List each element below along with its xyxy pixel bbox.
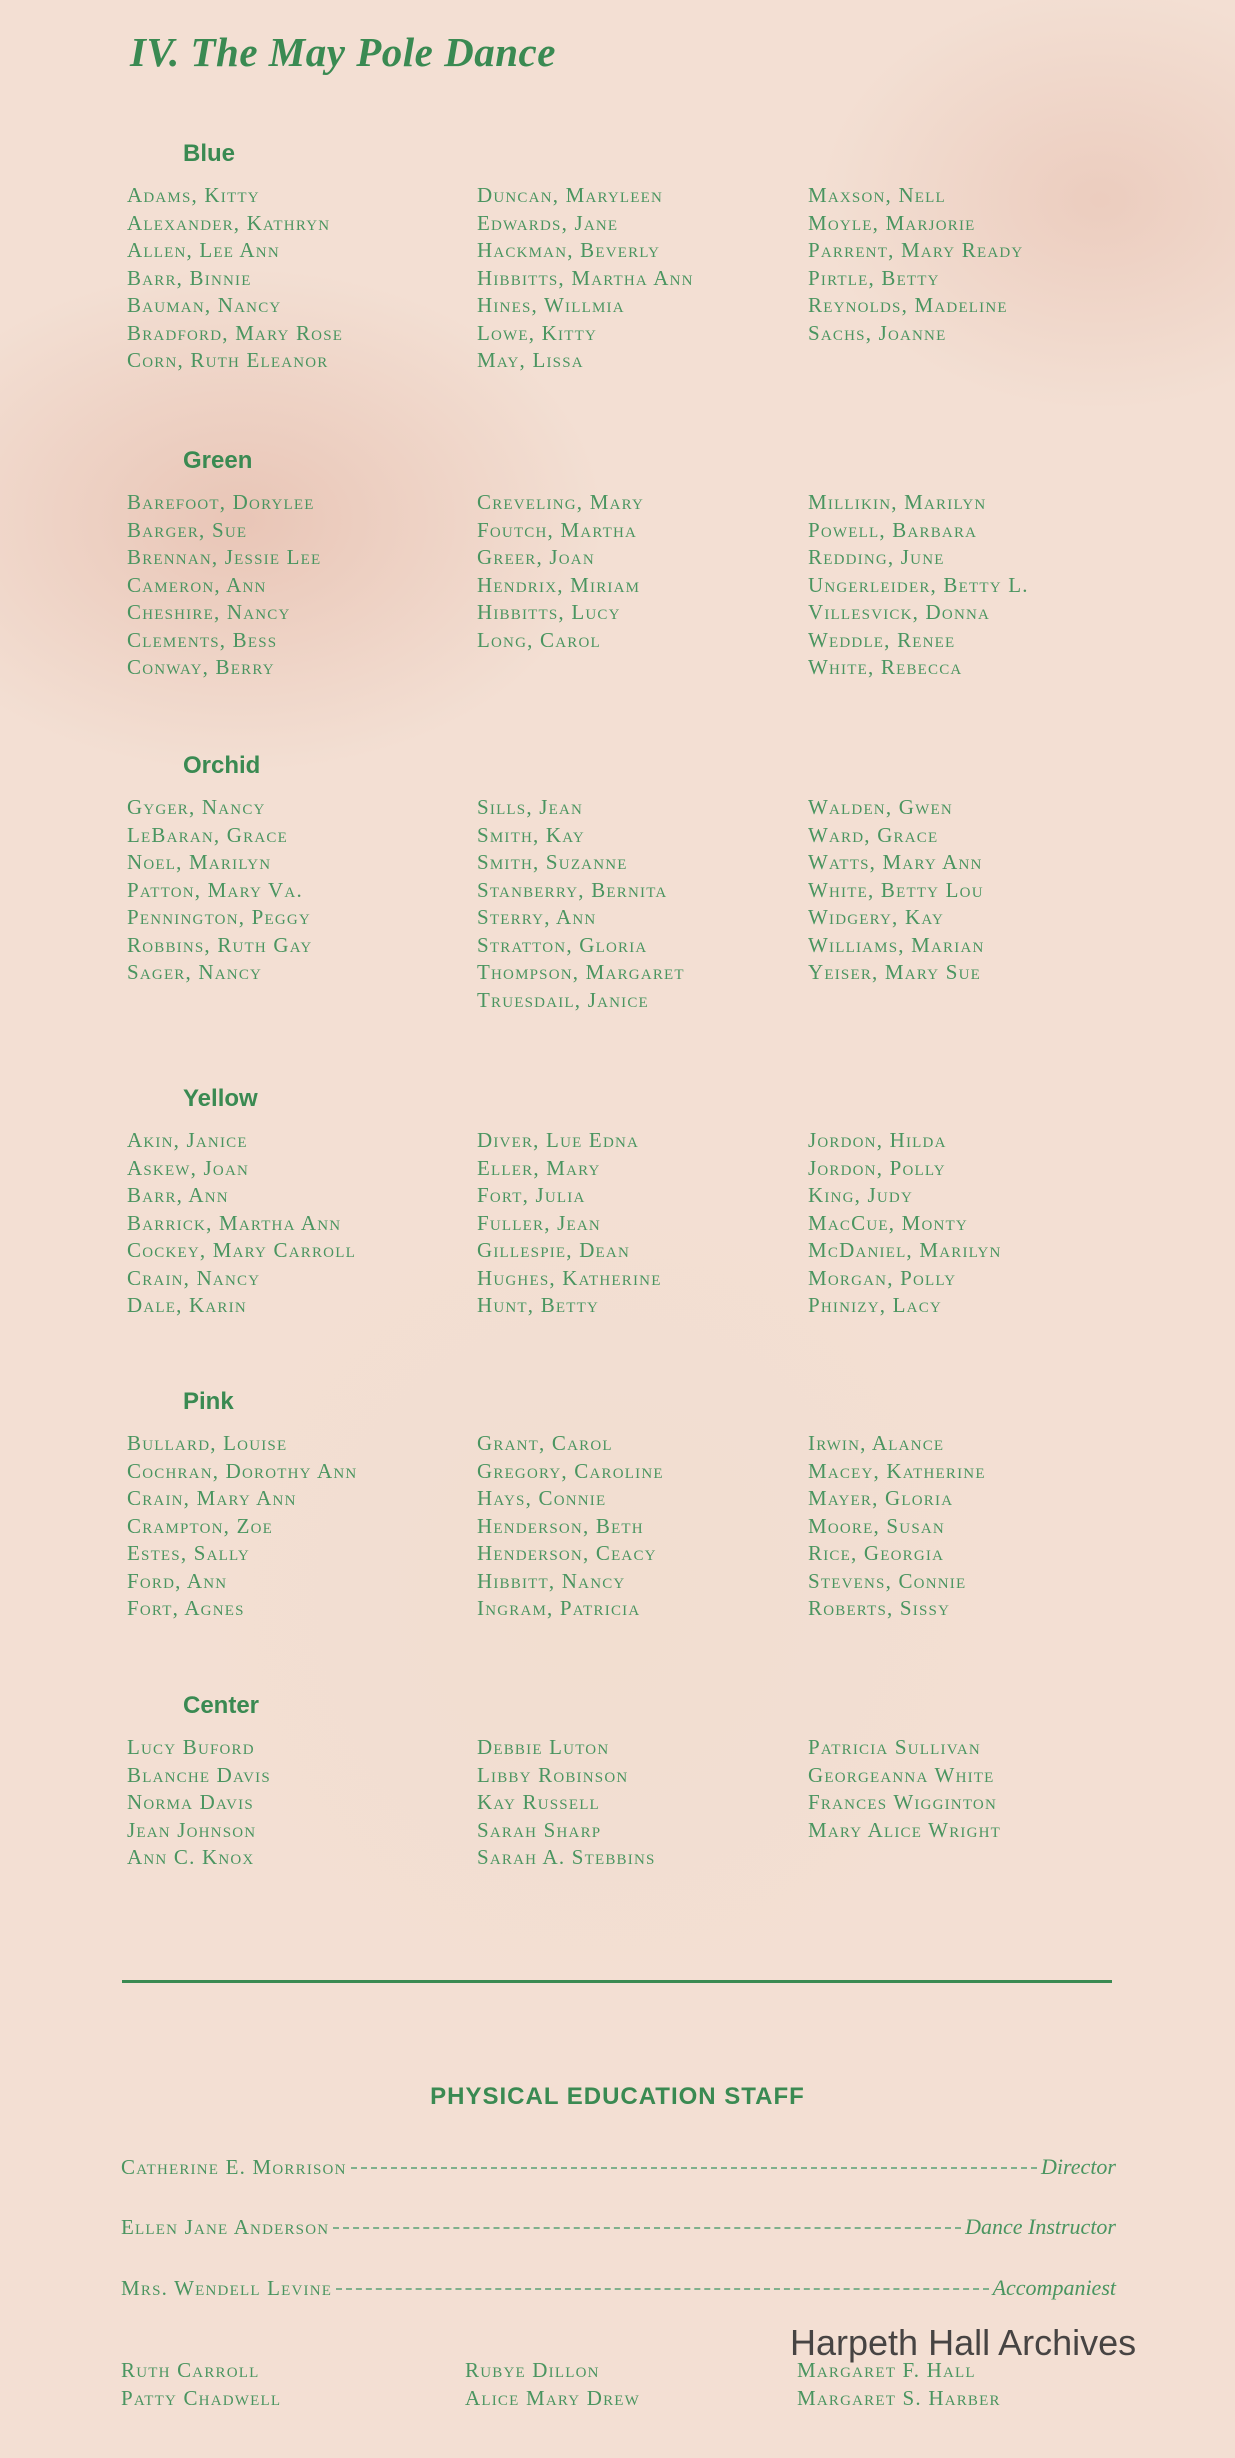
dancer-name: Villesvick, Donna	[808, 600, 991, 624]
dancer-name: Ford, Ann	[127, 1568, 228, 1593]
dancer-name: Grant, Carol	[477, 1431, 613, 1455]
dancer-name: Crampton, Zoe	[127, 1513, 274, 1538]
dancer-name: Cochran, Dorothy Ann	[127, 1458, 358, 1483]
dancer-name: Hibbitts, Martha Ann	[477, 265, 694, 290]
staff-assistant: Patty Chadwell	[121, 2385, 282, 2410]
staff-assistant-column	[465, 2357, 640, 2412]
staff-assistant: Margaret F. Hall	[797, 2358, 976, 2382]
dancer-name: MacCue, Monty	[808, 1210, 968, 1235]
dancer-name: Jordon, Hilda	[808, 1128, 947, 1152]
staff-row-accompanist	[121, 2275, 1116, 2307]
dancer-name: Blanche Davis	[127, 1762, 271, 1787]
dancer-name: Hibbitts, Lucy	[477, 600, 621, 624]
dancer-name: Pirtle, Betty	[808, 265, 940, 290]
name-column	[127, 794, 312, 987]
dancer-name: Thompson, Margaret	[477, 960, 685, 984]
staff-row-dance-instructor	[121, 2214, 1116, 2246]
name-column	[127, 1734, 271, 1872]
dancer-name: Cockey, Mary Carroll	[127, 1238, 356, 1262]
dancer-name: Hendrix, Miriam	[477, 572, 641, 597]
dancer-name: Bullard, Louise	[127, 1431, 288, 1455]
dancer-name: Moyle, Marjorie	[808, 210, 976, 235]
dancer-name: Barr, Ann	[127, 1183, 229, 1207]
dancer-name: Alexander, Kathryn	[127, 210, 331, 235]
name-column	[127, 1430, 357, 1623]
staff-assistant: Alice Mary Drew	[465, 2385, 640, 2410]
dancer-name: Hibbitt, Nancy	[477, 1568, 626, 1593]
dancer-name: Henderson, Ceacy	[477, 1541, 657, 1565]
dancer-name: Sterry, Ann	[477, 905, 597, 929]
dancer-name: Reynolds, Madeline	[808, 293, 1008, 317]
name-column	[808, 182, 1023, 347]
section-divider	[122, 1980, 1112, 1983]
dancer-name: Redding, June	[808, 545, 945, 569]
dancer-name: Fort, Agnes	[127, 1596, 245, 1620]
name-column	[477, 182, 694, 375]
dancer-name: Bauman, Nancy	[127, 293, 282, 317]
section-heading: Center	[183, 1692, 260, 1719]
dancer-name: Dale, Karin	[127, 1293, 247, 1317]
dancer-name: Mary Alice Wright	[808, 1817, 1002, 1842]
name-column	[808, 1430, 986, 1623]
dancer-name: Frances Wigginton	[808, 1790, 997, 1814]
dancer-name: Ann C. Knox	[127, 1845, 255, 1869]
dancer-name: Yeiser, Mary Sue	[808, 960, 981, 984]
archive-watermark: Harpeth Hall Archives	[790, 2322, 1137, 2363]
dancer-name: Foutch, Martha	[477, 517, 638, 542]
staff-name: Ellen Jane Anderson	[121, 2215, 330, 2239]
dancer-name: Adams, Kitty	[127, 183, 260, 207]
dancer-name: Ward, Grace	[808, 822, 939, 847]
staff-row-director	[121, 2154, 1116, 2186]
dancer-name: Smith, Suzanne	[477, 850, 628, 874]
dancer-name: Clements, Bess	[127, 627, 278, 652]
dancer-name: Williams, Marian	[808, 932, 985, 957]
name-column	[808, 1127, 1002, 1320]
dancer-name: Smith, Kay	[477, 822, 585, 847]
name-column	[477, 1127, 662, 1320]
dancer-name: Allen, Lee Ann	[127, 238, 280, 262]
dancer-name: Mayer, Gloria	[808, 1486, 954, 1510]
dancer-name: Hunt, Betty	[477, 1293, 600, 1317]
dancer-name: Fort, Julia	[477, 1183, 586, 1207]
dancer-name: Akin, Janice	[127, 1128, 248, 1152]
name-column	[808, 1734, 1001, 1844]
dancer-name: Crain, Nancy	[127, 1265, 261, 1290]
leader-dots	[333, 2227, 961, 2229]
dancer-name: McDaniel, Marilyn	[808, 1238, 1002, 1262]
section-heading: Blue	[183, 140, 236, 167]
dancer-name: Sills, Jean	[477, 795, 584, 819]
dancer-name: Widgery, Kay	[808, 905, 945, 929]
dancer-name: Gyger, Nancy	[127, 795, 266, 819]
dancer-name: Sachs, Joanne	[808, 320, 947, 345]
dancer-name: Gillespie, Dean	[477, 1238, 630, 1262]
program-title: IV. The May Pole Dance	[130, 29, 556, 75]
staff-role: Director	[1041, 2154, 1116, 2179]
dancer-name: Robbins, Ruth Gay	[127, 932, 313, 957]
staff-assistant: Rubye Dillon	[465, 2358, 600, 2382]
dancer-name: Georgeanna White	[808, 1762, 995, 1787]
dancer-name: Diver, Lue Edna	[477, 1128, 640, 1152]
dancer-name: Hackman, Beverly	[477, 238, 661, 262]
dancer-name: Irwin, Alance	[808, 1431, 945, 1455]
dancer-name: Stanberry, Bernita	[477, 877, 668, 902]
dancer-name: Hines, Willmia	[477, 293, 625, 317]
dancer-name: Jean Johnson	[127, 1817, 257, 1842]
name-column	[127, 489, 321, 682]
staff-name: Catherine E. Morrison	[121, 2155, 347, 2179]
dancer-name: Askew, Joan	[127, 1155, 250, 1180]
dancer-name: Sager, Nancy	[127, 960, 263, 984]
staff-heading	[0, 2083, 1235, 2111]
dancer-name: Cheshire, Nancy	[127, 600, 291, 624]
dancer-name: Roberts, Sissy	[808, 1596, 951, 1620]
name-column	[127, 182, 343, 375]
dancer-name: Weddle, Renee	[808, 627, 956, 652]
dancer-name: Crain, Mary Ann	[127, 1486, 297, 1510]
dancer-name: Sarah A. Stebbins	[477, 1845, 656, 1869]
name-column	[477, 1734, 656, 1872]
dancer-name: Gregory, Caroline	[477, 1458, 664, 1483]
dancer-name: Debbie Luton	[477, 1735, 610, 1759]
dancer-name: Maxson, Nell	[808, 183, 946, 207]
dancer-name: Noel, Marilyn	[127, 850, 272, 874]
dancer-name: Libby Robinson	[477, 1762, 629, 1787]
dancer-name: Barefoot, Dorylee	[127, 490, 315, 514]
dancer-name: Parrent, Mary Ready	[808, 238, 1024, 262]
dancer-name: Greer, Joan	[477, 545, 595, 569]
dancer-name: Lucy Buford	[127, 1735, 255, 1759]
dancer-name: Brennan, Jessie Lee	[127, 545, 322, 569]
dancer-name: Barrick, Martha Ann	[127, 1210, 342, 1235]
name-column	[477, 794, 685, 1014]
dancer-name: Kay Russell	[477, 1790, 600, 1814]
name-column	[808, 489, 1029, 682]
dancer-name: LeBaran, Grace	[127, 822, 288, 847]
staff-role: Accompaniest	[992, 2275, 1116, 2300]
dancer-name: Moore, Susan	[808, 1513, 945, 1538]
section-heading: Green	[183, 447, 253, 474]
dancer-name: Stratton, Gloria	[477, 932, 648, 957]
dancer-name: White, Rebecca	[808, 655, 963, 679]
leader-dots	[336, 2288, 988, 2290]
dancer-name: Macey, Katherine	[808, 1458, 986, 1483]
name-column	[808, 794, 985, 987]
staff-assistant: Margaret S. Harber	[797, 2385, 1001, 2410]
dancer-name: Millikin, Marilyn	[808, 490, 987, 514]
dancer-name: Patton, Mary Va.	[127, 877, 303, 902]
dancer-name: Norma Davis	[127, 1790, 254, 1814]
staff-assistant-column	[121, 2357, 281, 2412]
dancer-name: Conway, Berry	[127, 655, 275, 679]
name-column	[127, 1127, 356, 1320]
dancer-name: Long, Carol	[477, 627, 601, 652]
staff-name: Mrs. Wendell Levine	[121, 2276, 333, 2300]
section-heading: Pink	[183, 1388, 234, 1415]
dancer-name: Eller, Mary	[477, 1155, 601, 1180]
dancer-name: Walden, Gwen	[808, 795, 953, 819]
dancer-name: Truesdail, Janice	[477, 987, 649, 1012]
staff-assistant: Ruth Carroll	[121, 2358, 260, 2382]
dancer-name: Bradford, Mary Rose	[127, 320, 344, 345]
section-heading: Yellow	[183, 1085, 258, 1112]
staff-role: Dance Instructor	[965, 2214, 1116, 2239]
dancer-name: Lowe, Kitty	[477, 320, 597, 345]
dancer-name: Ungerleider, Betty L.	[808, 572, 1029, 597]
dancer-name: Duncan, Maryleen	[477, 183, 664, 207]
dancer-name: Sarah Sharp	[477, 1817, 602, 1842]
section-heading: Orchid	[183, 752, 261, 779]
dancer-name: Morgan, Polly	[808, 1265, 957, 1290]
dancer-name: Henderson, Beth	[477, 1513, 644, 1538]
dancer-name: Patricia Sullivan	[808, 1735, 981, 1759]
dancer-name: Pennington, Peggy	[127, 905, 311, 929]
dancer-name: Jordon, Polly	[808, 1155, 946, 1180]
dancer-name: Creveling, Mary	[477, 490, 645, 514]
dancer-name: Barr, Binnie	[127, 265, 252, 290]
dancer-name: Rice, Georgia	[808, 1541, 945, 1565]
dancer-name: Hughes, Katherine	[477, 1265, 662, 1290]
staff-heading-text: PHYSICAL EDUCATION STAFF	[430, 2083, 805, 2110]
dancer-name: Estes, Sally	[127, 1541, 250, 1565]
name-column	[477, 489, 644, 654]
dancer-name: May, Lissa	[477, 348, 584, 372]
dancer-name: Hays, Connie	[477, 1486, 607, 1510]
dancer-name: Stevens, Connie	[808, 1568, 967, 1593]
dancer-name: Powell, Barbara	[808, 517, 978, 542]
staff-assistant-column	[797, 2357, 1001, 2412]
dancer-name: Edwards, Jane	[477, 210, 619, 235]
dancer-name: Fuller, Jean	[477, 1210, 601, 1235]
dancer-name: White, Betty Lou	[808, 877, 984, 902]
dancer-name: Ingram, Patricia	[477, 1596, 641, 1620]
name-column	[477, 1430, 664, 1623]
dancer-name: Cameron, Ann	[127, 572, 267, 597]
dancer-name: Barger, Sue	[127, 517, 248, 542]
leader-dots	[351, 2167, 1037, 2169]
dancer-name: Corn, Ruth Eleanor	[127, 348, 329, 372]
dancer-name: King, Judy	[808, 1183, 913, 1207]
dancer-name: Watts, Mary Ann	[808, 850, 983, 874]
dancer-name: Phinizy, Lacy	[808, 1293, 942, 1317]
